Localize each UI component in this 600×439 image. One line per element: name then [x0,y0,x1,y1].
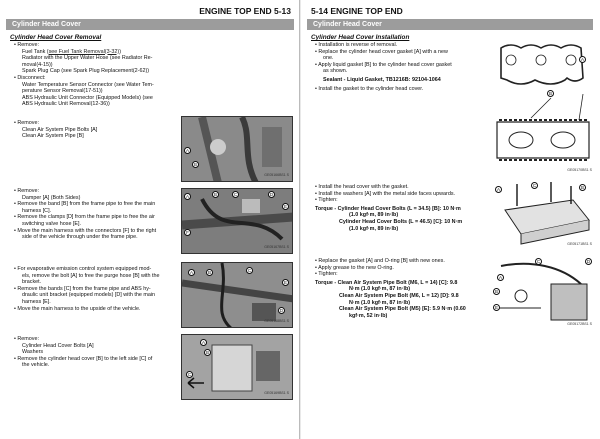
torque-spec: Torque - Clean Air System Pipe Bolt (M6, L = 14) [C]: 9.8 [315,279,458,286]
label-a: A [580,57,584,62]
label-f: F [184,229,191,236]
photo-evap-emission [181,262,293,328]
torque-spec: Torque - Cylinder Head Cover Bolts (L = 34.5) [B]: 10 N·m [315,205,461,212]
label-b: B [494,289,498,294]
label-d: D [269,192,274,197]
label-b: B [193,162,197,167]
item-water-temp-sensor: Water Temperature Sensor Connector (see Water Tem- [22,81,154,88]
link-fuel-tank-removal[interactable]: see Fuel Tank Removal(3-32) [48,48,120,55]
label-c: C [532,183,537,188]
sealant-spec: Sealant - Liquid Gasket, TB1216B: 92104-1064 [323,76,441,83]
label-a: A [185,194,189,199]
label-a: A [185,148,189,153]
item-radiator: Radiator with the Upper Water Hose (see Radiator Re- [22,55,153,62]
label-c: C [536,259,541,264]
section-title-bar: Cylinder Head Cover [307,19,593,30]
label-b: B [205,350,209,355]
label-e: E [494,305,498,310]
label-d: D [279,308,284,313]
head-cover-bolts-diagram [491,180,595,250]
removal-instructions: • Remove: Fuel Tank (see Fuel Tank Removal(3-32)) Radiator with the Upper Water Hose (see Radiator Re- moval(4-15)) Spark Plug Cap (see Spark Plug Replacement(2-62)) • Disconnect: Water Temperature Sensor Connector (see Water Tem- perature Sensor Removal(17-51)) ABS Hydraulic Unit Connector (Equipped Models) (see ABS Hydraulic Unit Removal(12-36)) [14,42,174,108]
figure-id: GE05172BS1 S [567,322,592,326]
diagram-art [491,180,595,250]
right-page [301,0,600,439]
installation-step-gasket: • Installation is reverse of removal. • Replace the cylinder head cover gasket [A] with a new one. • Apply liquid gasket [B] to the cylinder head cover gasket as shown. Sealant - Liquid Gasket, TB1216B: 92104-1064 • Install the gasket to the cylinder head cover. [315,42,485,92]
label-b: B [213,192,217,197]
diagram-art [491,256,595,330]
label-c: C [233,192,238,197]
figure-id: GE05169BS1 S [264,391,289,395]
installation-step-head-cover: • Install the head cover with the gasket. • Install the washers [A] with the metal side faces upwards. • Tighten: Torque - Cylinder Head Cover Bolts (L = 34.5) [B]: 10 N·m (1.0 kgf·m, 89 in·lb) Cylinder Head Cover Bolts (L = 46.5) [C]: 10 N·m (1.0 kgf·m, 89 in·lb) [315,184,490,232]
label-e: E [283,204,287,209]
step-evap-emission: • For evaporative emission control system equipped mod- els, remove the bolt [A] to free the purge hose [B] with the bracket. • Remove the bands [C] from the frame pipe and ABS hy- draulic unit bracket (equipped models) [D] with the main harness [E]. • Move the main harness to the upside of the vehicle. [14,266,160,312]
page-header: ENGINE TOP END 5-13 [199,6,291,16]
step-clean-air-pipe: • Remove: Clean Air System Pipe Bolts [A] Clean Air System Pipe [B] [14,120,98,140]
figure-id: GE05171BS1 S [567,242,592,246]
clean-air-pipe-diagram [491,256,595,330]
item-fuel-tank: Fuel Tank ( [22,48,49,55]
label-a: A [189,270,193,275]
figure-id: GE05170BS1 S [567,168,592,172]
label-c: C [247,268,252,273]
label-a: A [201,340,205,345]
gasket-diagram [491,38,595,176]
subsection-title: Cylinder Head Cover Removal [10,34,102,41]
figure-id: GE05166BS1 S [264,173,289,177]
item-abs-connector: ABS Hydraulic Unit Connector (Equipped Models) (see [22,94,153,101]
label-b: B [580,185,584,190]
label-e: E [283,280,287,285]
section-title-bar: Cylinder Head Cover [6,19,294,30]
item-spark-plug-cap: Spark Plug Cap (see Spark Plug Replacement(2-62)) [22,68,150,75]
label-c: C [187,372,192,377]
photo-clean-air-pipe [181,116,293,182]
item-radiator-cont: moval(4-15)) [22,61,53,68]
subsection-title: Cylinder Head Cover Installation [311,34,410,41]
label-b: B [548,91,552,96]
label-a: A [498,275,502,280]
label-b: B [207,270,211,275]
figure-id: GE05168BS1 S [264,319,289,323]
photo-head-cover [181,334,293,400]
figure-id: GE05167BS1 S [264,245,289,249]
installation-step-air-pipe: • Replace the gasket [A] and O-ring [B] with new ones. • Apply grease to the new O-ring. • Tighten: Torque - Clean Air System Pipe Bolt (M6, L = 14) [C]: 9.8 N·m (1.0 kgf·m, 87 in·lb) Clean Air System Pipe Bolt (M6, L = 12) [D]: 9.8 N·m (1.0 kgf·m, 87 in·lb) Clean Air System Pipe Bolt (M5) [E]: 5.9 N·m (0.60 kgf·m, 52 in·lb) [315,258,490,319]
label-d: D [586,259,591,264]
page-header: 5-14 ENGINE TOP END [311,6,403,16]
step-head-cover-bolts: • Remove: Cylinder Head Cover Bolts [A] Washers • Remove the cylinder head cover [B] to the left side [C] of the vehicle. [14,336,153,369]
photo-damper-harness [181,188,293,254]
step-damper-harness: • Remove: Damper [A] (Both Sides) • Remove the band [B] from the frame pipe to free the main harness [C]. • Remove the clamps [D] from the frame pipe to free the air switching valve hose [E]. • Move the main harness with the connectors [F] to the right side of the vehicle through under the frame pipe. [14,188,157,241]
label-a: A [496,187,500,192]
